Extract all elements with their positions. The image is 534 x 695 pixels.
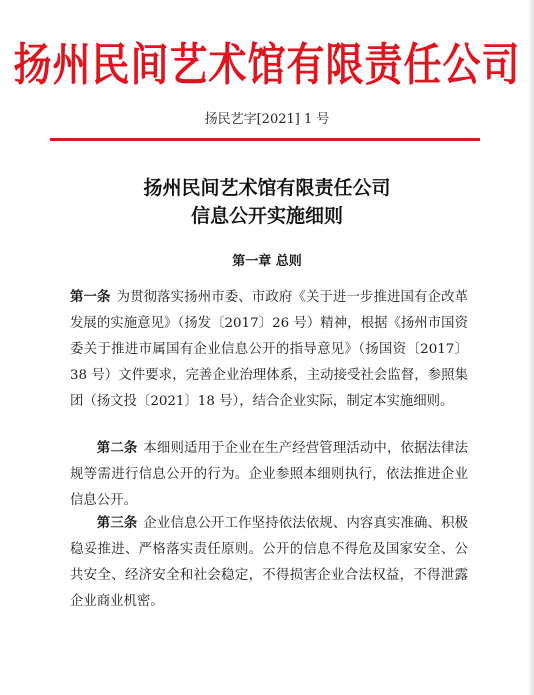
- article-1-text: 为贯彻落实扬州市委、市政府《关于进一步推进国有企改革发展的实施意见》（扬发〔2017〕26 号）精神，根据《扬州市国资委关于推进市属国有企业信息公开的指导意见》（扬国资〔2017〕38 号）文件要求，完善企业治理体系，主动接受社会监督，参照集团（扬文投〔2021〕18 号），结合企业实际，制定本实施细则。: [70, 290, 469, 409]
- article-2-label: 第二条: [96, 441, 138, 456]
- article-1-label: 第一条: [70, 290, 111, 305]
- article-3-text: 企业信息公开工作坚持依法依规、内容真实准确、积极稳妥推进、严格落实责任原则。公开的信息不得危及国家安全、公共安全、经济安全和社会稳定，不得损害企业合法权益，不得泄露企业商业机密。: [70, 516, 468, 609]
- chapter-heading: 第一章 总则: [232, 254, 302, 269]
- document-title-line1: 扬州民间艺术馆有限责任公司: [143, 177, 391, 199]
- page-edge-shadow: [528, 0, 534, 695]
- document-number: 扬民艺字[2021] 1 号: [204, 112, 330, 127]
- red-divider-line: [50, 138, 480, 141]
- article-3-label: 第三条: [96, 516, 138, 531]
- article-2-text: 本细则适用于企业在生产经营管理活动中，依据法律法规等需进行信息公开的行为。企业参照本细则执行，依法推进企业信息公开。: [70, 441, 468, 508]
- article-3: [70, 511, 468, 615]
- article-1: [70, 285, 468, 415]
- document-title-line2: 信息公开实施细则: [190, 205, 343, 227]
- article-2: [70, 436, 468, 514]
- org-letterhead: 扬州民间艺术馆有限责任公司: [13, 38, 521, 91]
